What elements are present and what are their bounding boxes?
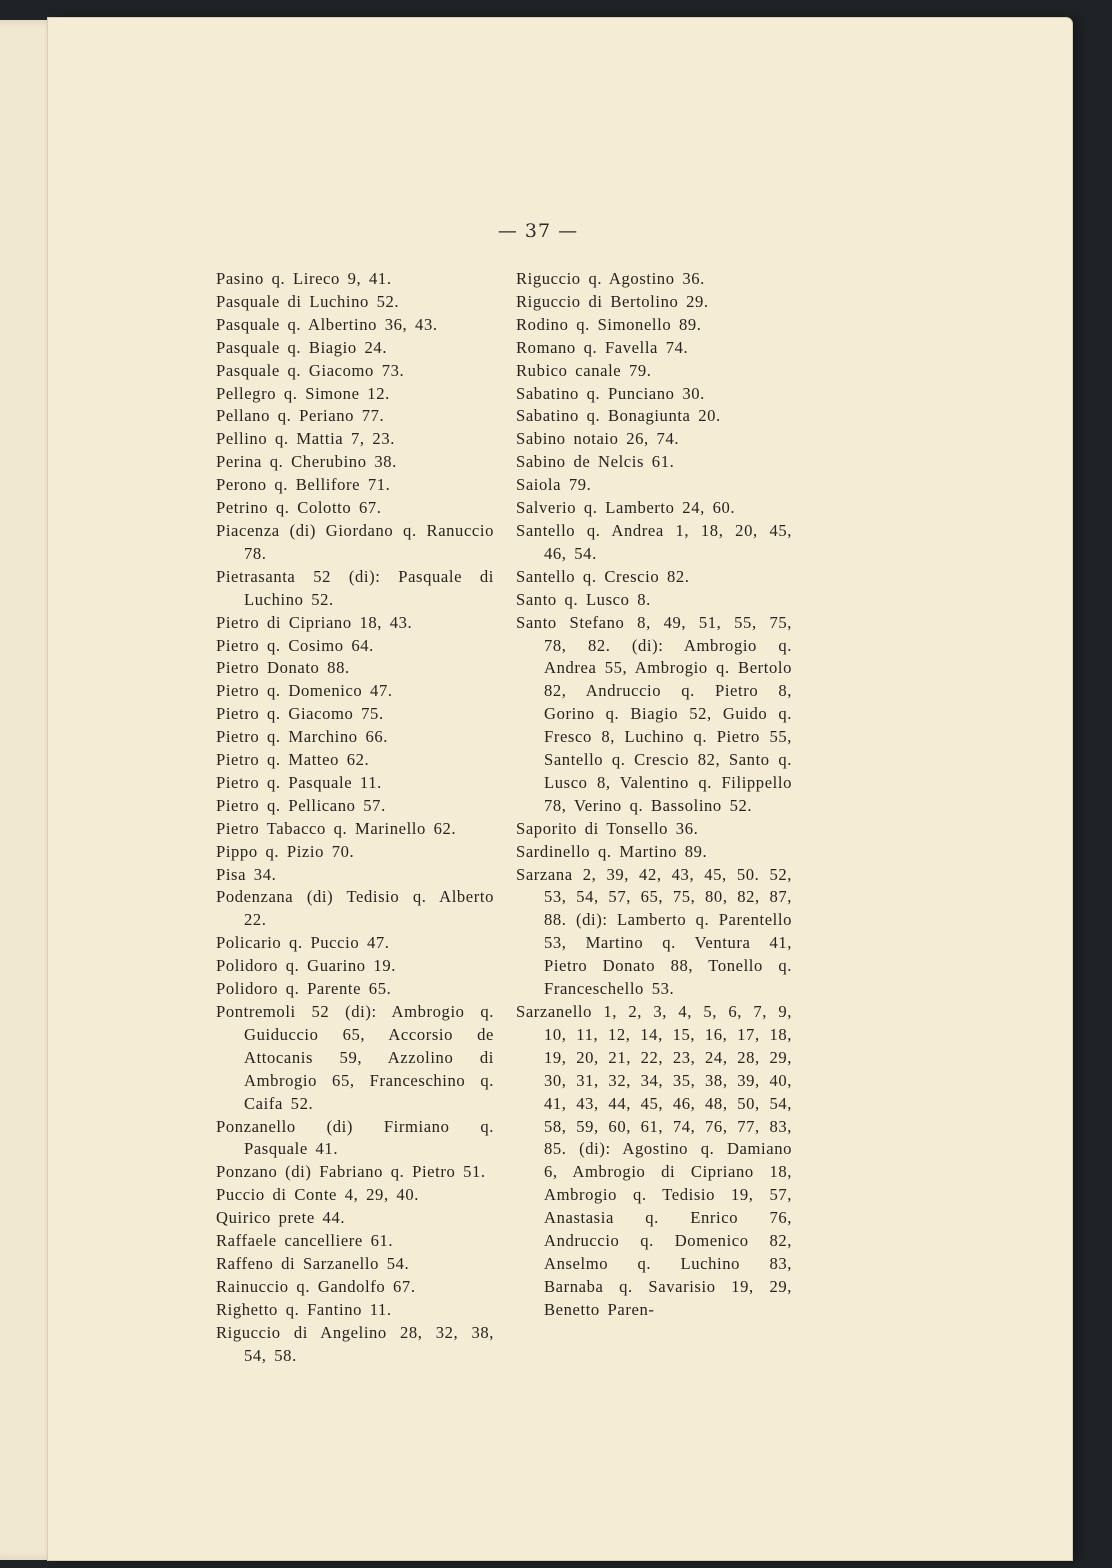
index-entry: Sabatino q. Bonagiunta 20. — [516, 406, 721, 426]
index-entry: Pasquale q. Biagio 24. — [216, 337, 388, 357]
index-entry: Raffeno di Sarzanello 54. — [216, 1253, 410, 1273]
index-entry: Policario q. Puccio 47. — [216, 933, 390, 953]
index-entry: Rainuccio q. Gandolfo 67. — [216, 1276, 416, 1296]
index-entry: Santello q. Andrea 1, 18, 20, 45, 46, 54. — [516, 520, 792, 563]
index-entry: Pasquale q. Giacomo 73. — [216, 360, 405, 380]
index-entry: Ponzano (di) Fabriano q. Pietro 51. — [216, 1162, 486, 1182]
index-entry: Pippo q. Pizio 70. — [216, 841, 355, 861]
index-entry: Riguccio di Bertolino 29. — [516, 291, 709, 311]
index-entry: Pellano q. Periano 77. — [216, 406, 385, 426]
index-entry: Polidoro q. Guarino 19. — [216, 956, 396, 976]
index-entry: Quirico prete 44. — [216, 1208, 346, 1228]
index-entry: Pietro q. Marchino 66. — [216, 727, 388, 747]
index-entry: Pasquale di Luchino 52. — [216, 291, 400, 311]
index-entry: Riguccio di Angelino 28, 32, 38, 54, 58. — [216, 1322, 494, 1365]
index-entry: Santo q. Lusco 8. — [516, 589, 651, 609]
index-entry: Saiola 79. — [516, 475, 592, 495]
index-entry: Romano q. Favella 74. — [516, 337, 689, 357]
index-entry: Perina q. Cherubino 38. — [216, 452, 397, 472]
index-entry: Saporito di Tonsello 36. — [516, 818, 699, 838]
index-entry: Sabino notaio 26, 74. — [516, 429, 680, 449]
index-entry: Riguccio q. Agostino 36. — [516, 269, 705, 288]
index-entry: Salverio q. Lamberto 24, 60. — [516, 498, 736, 518]
index-entry: Righetto q. Fantino 11. — [216, 1299, 392, 1319]
index-entry: Rubico canale 79. — [516, 360, 652, 380]
index-column-right — [516, 268, 792, 1322]
index-entry: Ponzanello (di) Firmiano q. Pasquale 41. — [216, 1116, 494, 1159]
index-entry: Perono q. Bellifore 71. — [216, 475, 391, 495]
index-entry: Sardinello q. Martino 89. — [516, 841, 708, 861]
index-entry: Pietro q. Giacomo 75. — [216, 704, 384, 724]
index-entry: Pasquale q. Albertino 36, 43. — [216, 314, 438, 334]
index-entry: Pellegro q. Simone 12. — [216, 383, 390, 403]
index-entry: Podenzana (di) Tedisio q. Alberto 22. — [216, 887, 494, 930]
index-entry: Pietro q. Pasquale 11. — [216, 772, 382, 792]
index-entry: Sarzanello 1, 2, 3, 4, 5, 6, 7, 9, 10, 11, 12, 14, 15, 16, 17, 18, 19, 20, 21, 22, 23, 24, 28, 29, 30, 31, 32, 34, 35, 38, 39, 40, 41, 43, 44, 45, 46, 48, 50, 54, 58, 59, 60, 61, 74, 76, 77, 83, 85. (di): Agostino q. Damiano 6, Ambrogio di Cipriano 18, Ambrogio q. Tedisio 19, 57, Anastasia q. Enrico 76, Andruccio q. Domenico 82, Anselmo q. Luchino 83, Barnaba q. Savarisio 19, 29, Benetto Paren- — [516, 1002, 792, 1319]
index-column-left — [216, 268, 494, 1368]
index-entry: Pontremoli 52 (di): Ambrogio q. Guiduccio 65, Accorsio de Attocanis 59, Azzolino di Ambrogio 65, Franceschino q. Caifa 52. — [216, 1002, 494, 1113]
index-entry: Pietro q. Matteo 62. — [216, 750, 370, 770]
index-entry: Pietro q. Pellicano 57. — [216, 795, 386, 815]
index-entry: Puccio di Conte 4, 29, 40. — [216, 1185, 419, 1205]
index-entry: Pietro Donato 88. — [216, 658, 350, 678]
index-entry: Pietro di Cipriano 18, 43. — [216, 612, 413, 632]
index-entry: Sabino de Nelcis 61. — [516, 452, 675, 472]
index-entry: Polidoro q. Parente 65. — [216, 979, 392, 999]
index-entry: Petrino q. Colotto 67. — [216, 498, 382, 518]
index-entry: Pietro q. Cosimo 64. — [216, 635, 374, 655]
index-entry: Piacenza (di) Giordano q. Ranuccio 78. — [216, 520, 494, 563]
index-entry: Pisa 34. — [216, 864, 277, 884]
index-entry: Pietro Tabacco q. Marinello 62. — [216, 818, 457, 838]
book-page — [48, 18, 1072, 1560]
index-entry: Santo Stefano 8, 49, 51, 55, 75, 78, 82. (di): Ambrogio q. Andrea 55, Ambrogio q. Bertolo 82, Andruccio q. Pietro 8, Gorino q. Biagio 52, Guido q. Fresco 8, Luchino q. Pietro 55, Santello q. Crescio 82, Santo q. Lusco 8, Valentino q. Filippello 78, Verino q. Bassolino 52. — [516, 612, 792, 815]
index-entry: Pasino q. Lireco 9, 41. — [216, 269, 392, 288]
index-entry: Raffaele cancelliere 61. — [216, 1231, 394, 1251]
page-number: — 37 — — [497, 220, 579, 242]
index-entry: Rodino q. Simonello 89. — [516, 314, 702, 334]
index-entry: Pietrasanta 52 (di): Pasquale di Luchino 52. — [216, 566, 494, 609]
index-entry: Sarzana 2, 39, 42, 43, 45, 50. 52, 53, 54, 57, 65, 75, 80, 82, 87, 88. (di): Lamberto q. Parentello 53, Martino q. Ventura 41, Pietro Donato 88, Tonello q. Franceschello 53. — [516, 864, 792, 999]
index-entry: Santello q. Crescio 82. — [516, 566, 690, 586]
index-entry: Pietro q. Domenico 47. — [216, 681, 393, 701]
index-entry: Pellino q. Mattia 7, 23. — [216, 429, 395, 449]
index-entry: Sabatino q. Punciano 30. — [516, 383, 705, 403]
